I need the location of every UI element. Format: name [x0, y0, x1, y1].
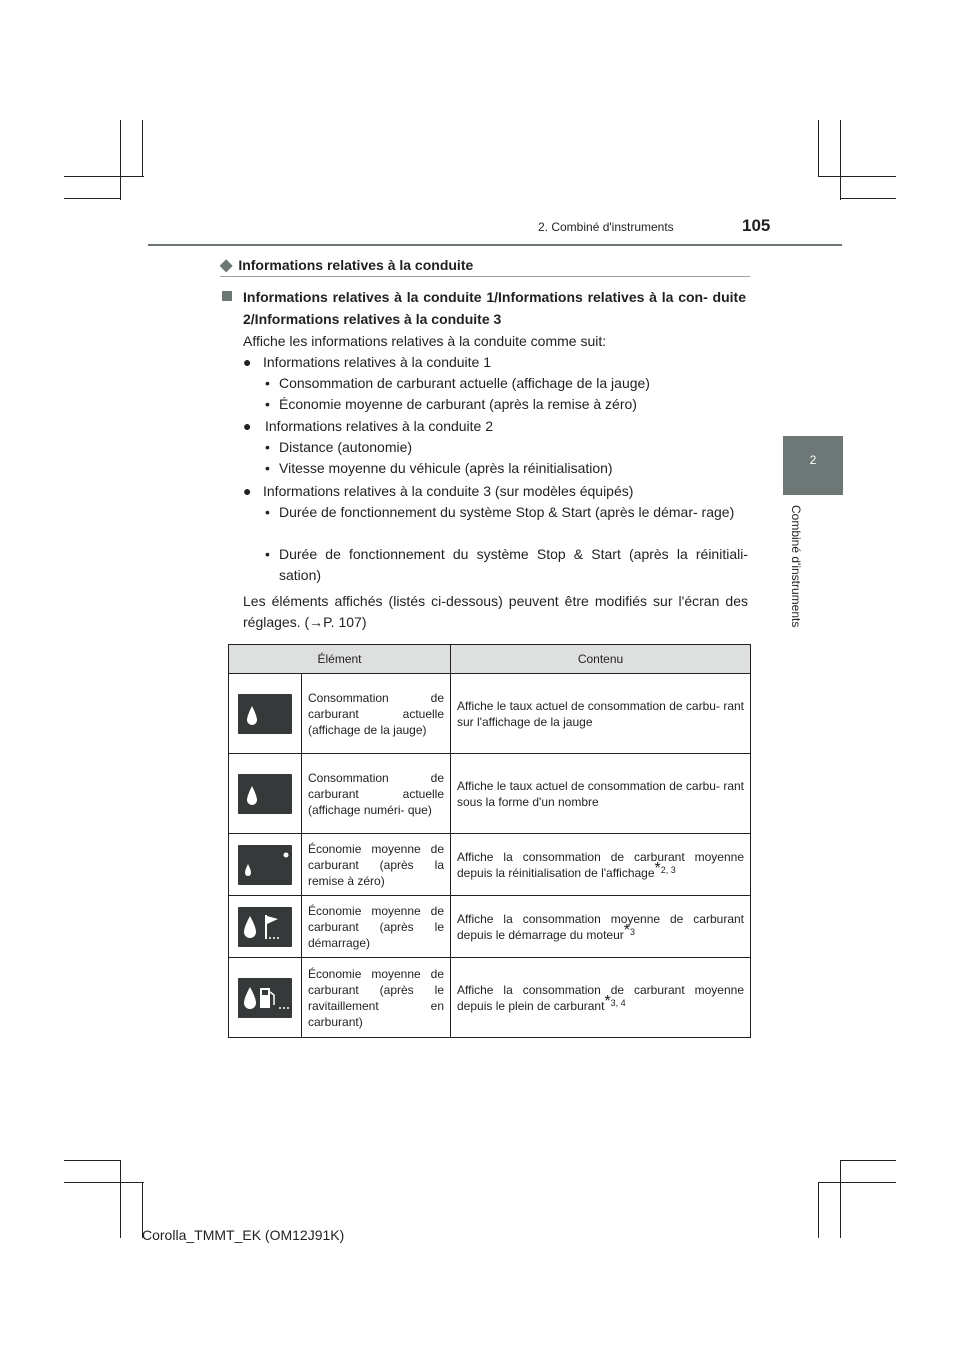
column-header-content: Contenu [451, 645, 751, 674]
items-table [228, 644, 751, 1038]
crop-mark [64, 198, 120, 199]
chapter-tab [783, 436, 843, 495]
list-item: • Consommation de carburant actuelle (affichage de la jauge) [265, 375, 650, 391]
crop-mark [64, 1160, 120, 1161]
crop-mark [818, 176, 896, 177]
list-item: • Économie moyenne de carburant (après la remise à zéro) [265, 396, 637, 412]
table-row [229, 834, 751, 896]
bullet-icon: ● [243, 418, 252, 434]
diamond-icon: ◆ [220, 257, 233, 274]
fuel-drop-reset-icon [238, 845, 292, 885]
note-text: Les éléments affichés (listés ci-dessous) peuvent être modifiés sur l'écran des réglages. (→P. 107) [243, 593, 748, 630]
table-cell-content: Affiche le taux actuel de consommation de carbu- rant sous la forme d'un nombre [451, 754, 751, 834]
table-row [229, 754, 751, 834]
page-number: 105 [742, 216, 771, 235]
footer-text: Corolla_TMMT_EK (OM12J91K) [142, 1227, 345, 1243]
fuel-drop-gauge-icon [238, 694, 292, 734]
list-item: • Distance (autonomie) [265, 439, 413, 455]
table-row [229, 958, 751, 1038]
chapter-tab-number: 2 [809, 453, 817, 467]
crop-mark [64, 176, 144, 177]
table-cell-element: Économie moyenne de carburant (après le démarrage) [302, 896, 451, 958]
chapter-title: 2. Combiné d'instruments [538, 220, 674, 234]
crop-mark [120, 1160, 121, 1238]
crop-mark [840, 1160, 896, 1161]
crop-mark [840, 120, 841, 200]
subsection-title-text: Informations relatives à la conduite 1/Informations relatives à la con- duite 2/Informations relatives à la conduite 3 [243, 289, 746, 327]
table-row [229, 896, 751, 958]
crop-mark [818, 120, 819, 176]
crop-mark [840, 1160, 841, 1238]
fuel-drop-numeric-icon [238, 774, 292, 814]
table-cell-content: Affiche la consommation moyenne de carburant depuis le démarrage du moteur$^{*3}$ [451, 896, 751, 958]
table-cell-element: Consommation de carburant actuelle (affichage de la jauge) [302, 674, 451, 754]
crop-mark [818, 1182, 896, 1183]
bullet-icon: ● [243, 354, 252, 370]
chapter-side-label: Combiné d'instruments [789, 505, 803, 628]
crop-mark [120, 120, 121, 200]
list-item: • Durée de fonctionnement du système Stop & Start (après le démar- rage) [265, 504, 735, 520]
crop-mark [64, 1182, 144, 1183]
fuel-drop-flag-icon [238, 907, 292, 947]
subsection-title [228, 286, 746, 330]
crop-mark [840, 198, 896, 199]
crop-mark [818, 1182, 819, 1238]
section-title-text: Informations relatives à la conduite [238, 257, 474, 273]
table-cell-content: Affiche le taux actuel de consommation de carbu- rant sur l'affichage de la jauge [451, 674, 751, 754]
table-cell-element: Économie moyenne de carburant (après la remise à zéro) [302, 834, 451, 896]
column-header-element: Élément [229, 645, 451, 674]
table-row [229, 674, 751, 754]
crop-mark [142, 120, 143, 176]
table-header-row [229, 645, 751, 674]
section-rule [220, 276, 750, 277]
bullet-icon: ● [243, 483, 252, 499]
fuel-drop-pump-icon [238, 978, 292, 1018]
intro-text: Affiche les informations relatives à la conduite comme suit: [243, 333, 607, 349]
list-item: • Vitesse moyenne du véhicule (après la réinitialisation) [265, 460, 613, 476]
square-icon [222, 291, 232, 301]
header-rule [148, 244, 842, 246]
table-cell-element: Consommation de carburant actuelle (affichage numéri- que) [302, 754, 451, 834]
table-cell-element: Économie moyenne de carburant (après le ravitaillement en carburant) [302, 958, 451, 1038]
section-title [220, 255, 473, 275]
list-item: • Durée de fonctionnement du système Stop & Start (après la réinitiali- sation) [265, 546, 748, 583]
table-cell-content: Affiche la consommation de carburant moyenne depuis le plein de carburant$^{*3, 4}$ [451, 958, 751, 1038]
table-cell-content: Affiche la consommation de carburant moyenne depuis la réinitialisation de l'affichage$^{*2, 3}$ [451, 834, 751, 896]
